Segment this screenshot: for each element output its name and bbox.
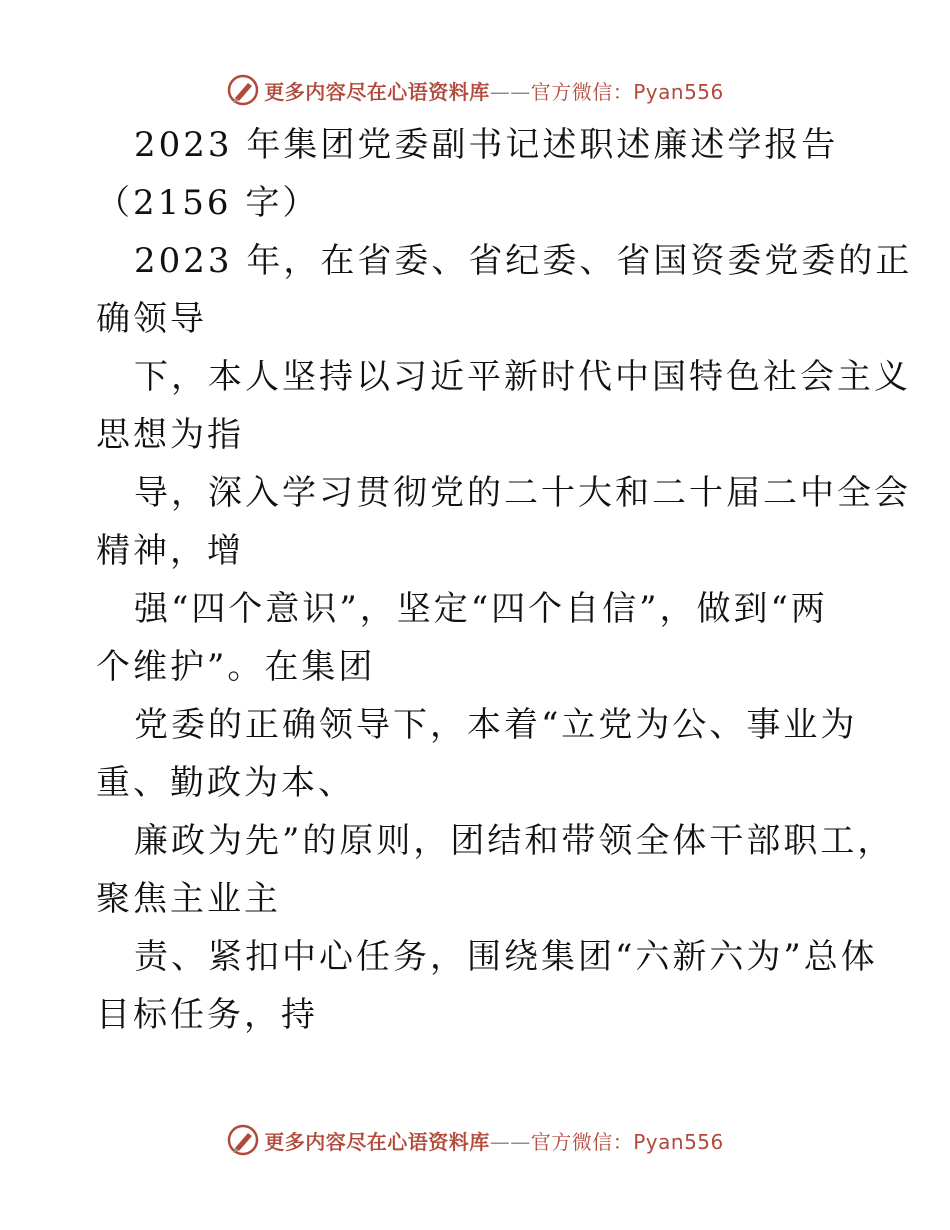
footer-watermark-banner [0,1120,950,1160]
banner-text [264,1126,724,1155]
banner-wechat-id: Pyan556 [633,79,724,104]
doc-line: （2156 字） [96,183,320,223]
banner-separator: —— [489,79,531,104]
header-watermark-banner [0,70,950,110]
banner-text [264,76,724,105]
doc-line: 2023 年，在省委、省纪委、省国资委党委的正 [134,241,913,281]
doc-line: 廉政为先”的原则，团结和带领全体干部职工， [134,821,895,861]
banner-separator: —— [489,1129,531,1154]
doc-line: 确领导 [96,299,207,339]
pen-logo-icon [226,1123,260,1157]
banner-wechat-label: 官方微信： [530,79,634,104]
doc-line: 聚焦主业主 [96,879,281,919]
doc-line: 下，本人坚持以习近平新时代中国特色社会主义 [134,357,911,397]
doc-line: 目标任务，持 [96,995,318,1035]
doc-line: 思想为指 [96,415,244,455]
banner-wechat-id: Pyan556 [633,1129,724,1154]
doc-line: 党委的正确领导下，本着“立党为公、事业为 [134,705,858,745]
banner-wechat-label: 官方微信： [530,1129,634,1154]
doc-line: 2023 年集团党委副书记述职述廉述学报告 [134,125,839,165]
pen-logo-icon [226,73,260,107]
doc-line: 个维护”。在集团 [96,647,376,687]
doc-line: 责、紧扣中心任务，围绕集团“六新六为”总体 [134,937,878,977]
banner-main-text: 更多内容尽在心语资料库 [264,79,490,104]
doc-line: 强“四个意识”，坚定“四个自信”，做到“两 [134,589,828,629]
doc-line: 精神，增 [96,531,244,571]
doc-line: 导，深入学习贯彻党的二十大和二十届二中全会 [134,473,911,513]
banner-main-text: 更多内容尽在心语资料库 [264,1129,490,1154]
document-body [96,116,913,1044]
doc-line: 重、勤政为本、 [96,763,355,803]
